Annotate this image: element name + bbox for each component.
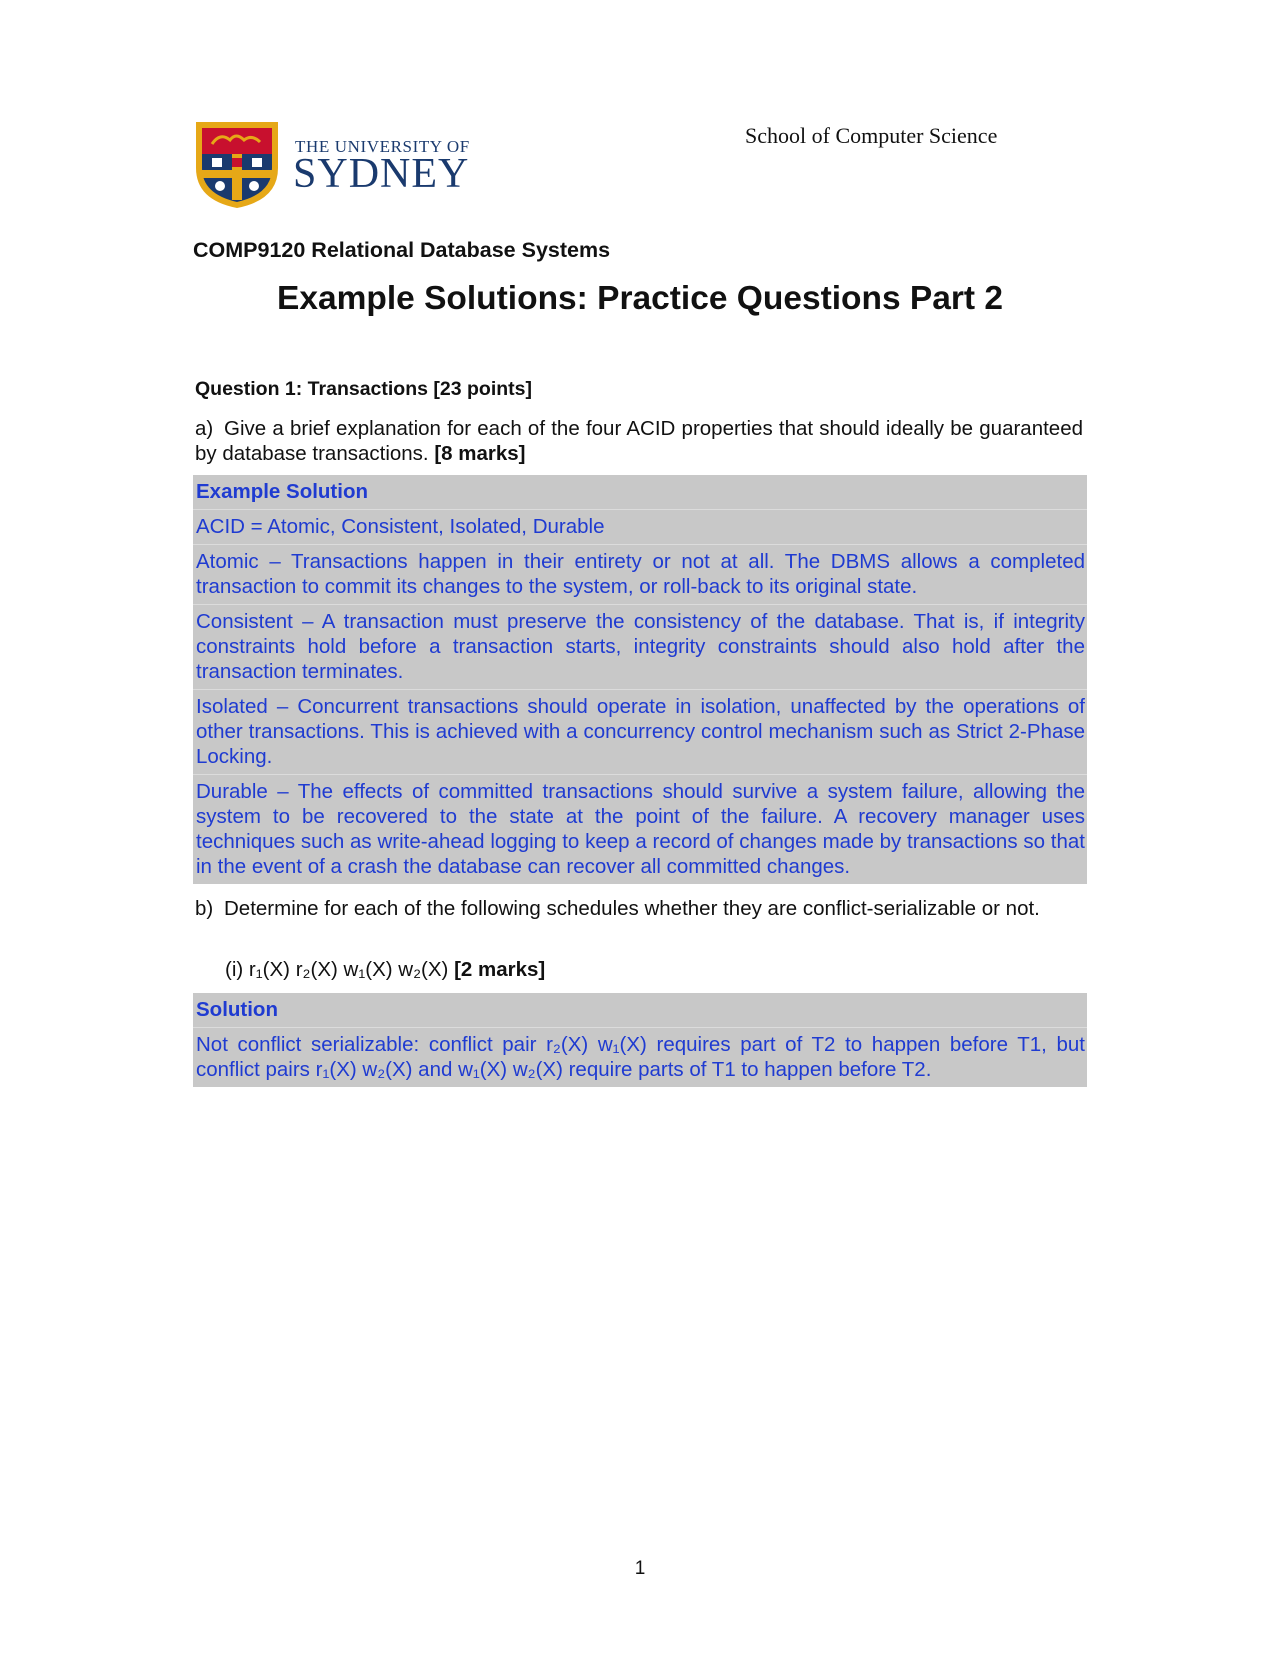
page-number: 1 [634,1558,646,1579]
solution-heading: Example Solution [193,475,1087,510]
solution-text: Not conflict serializable: conflict pair r₂(X) w₁(X) requires part of T2 to happen before T1, but conflict pairs r₁(X) w₂(X) and w₁(X) w₂(X) require parts of T1 to happen before T2. [196,1033,1085,1081]
logo-text-line1: THE UNIVERSITY OF [295,137,470,156]
schedule-op: w₁(X) [343,958,393,981]
solution-box-schedule [193,993,1087,1087]
page-title: Example Solutions: Practice Questions Part 2 [276,280,1004,317]
schedule-op: r₁(X) [248,958,290,981]
schedule-op: r₂(X) [295,958,338,981]
question-1a [195,416,1083,466]
solution-box-acid [193,475,1087,884]
question-1b-i [225,958,545,982]
university-crest-icon [192,120,282,210]
university-logo [192,120,470,210]
marks-label: [2 marks] [454,958,546,981]
isolated-explanation: Isolated – Concurrent transactions should operate in isolation, unaffected by the operations of other transactions. This is achieved with a concurrency control mechanism such as Strict 2-Phase Locking. [193,690,1087,775]
atomic-explanation: Atomic – Transactions happen in their entirety or not at all. The DBMS allows a completed transaction to commit its changes to the system, or roll-back to its original state. [193,545,1087,605]
marks-label: [8 marks] [434,442,526,465]
sub-part-label: (i) [225,958,244,981]
logo-text-line2: SYDNEY [293,151,470,197]
course-title: COMP9120 Relational Database Systems [193,238,611,262]
school-name: School of Computer Science [745,123,998,148]
consistent-explanation: Consistent – A transaction must preserve the consistency of the database. That is, if integrity constraints hold before a transaction starts, integrity constraints should also hold after the transaction terminates. [193,605,1087,690]
question-1b-text: Determine for each of the following schedules whether they are conflict-serializable or not. [224,897,1040,920]
acid-summary: ACID = Atomic, Consistent, Isolated, Durable [193,510,1087,545]
durable-explanation: Durable – The effects of committed transactions should survive a system failure, allowing the system to be recovered to the state at the point of the failure. A recovery manager uses techniques such as write-ahead logging to keep a record of changes made by transactions so that in the event of a crash the database can recover all committed changes. [196,780,1085,878]
question-1-heading: Question 1: Transactions [23 points] [195,378,532,400]
part-label: b) [195,897,214,920]
question-1b [195,896,1083,921]
schedule-op: w₂(X) [398,958,449,981]
solution-heading: Solution [193,993,1087,1028]
question-1a-text: Give a brief explanation for each of the four ACID properties that should ideally be guaranteed by database transactions. [195,417,1083,465]
part-label: a) [195,417,214,440]
